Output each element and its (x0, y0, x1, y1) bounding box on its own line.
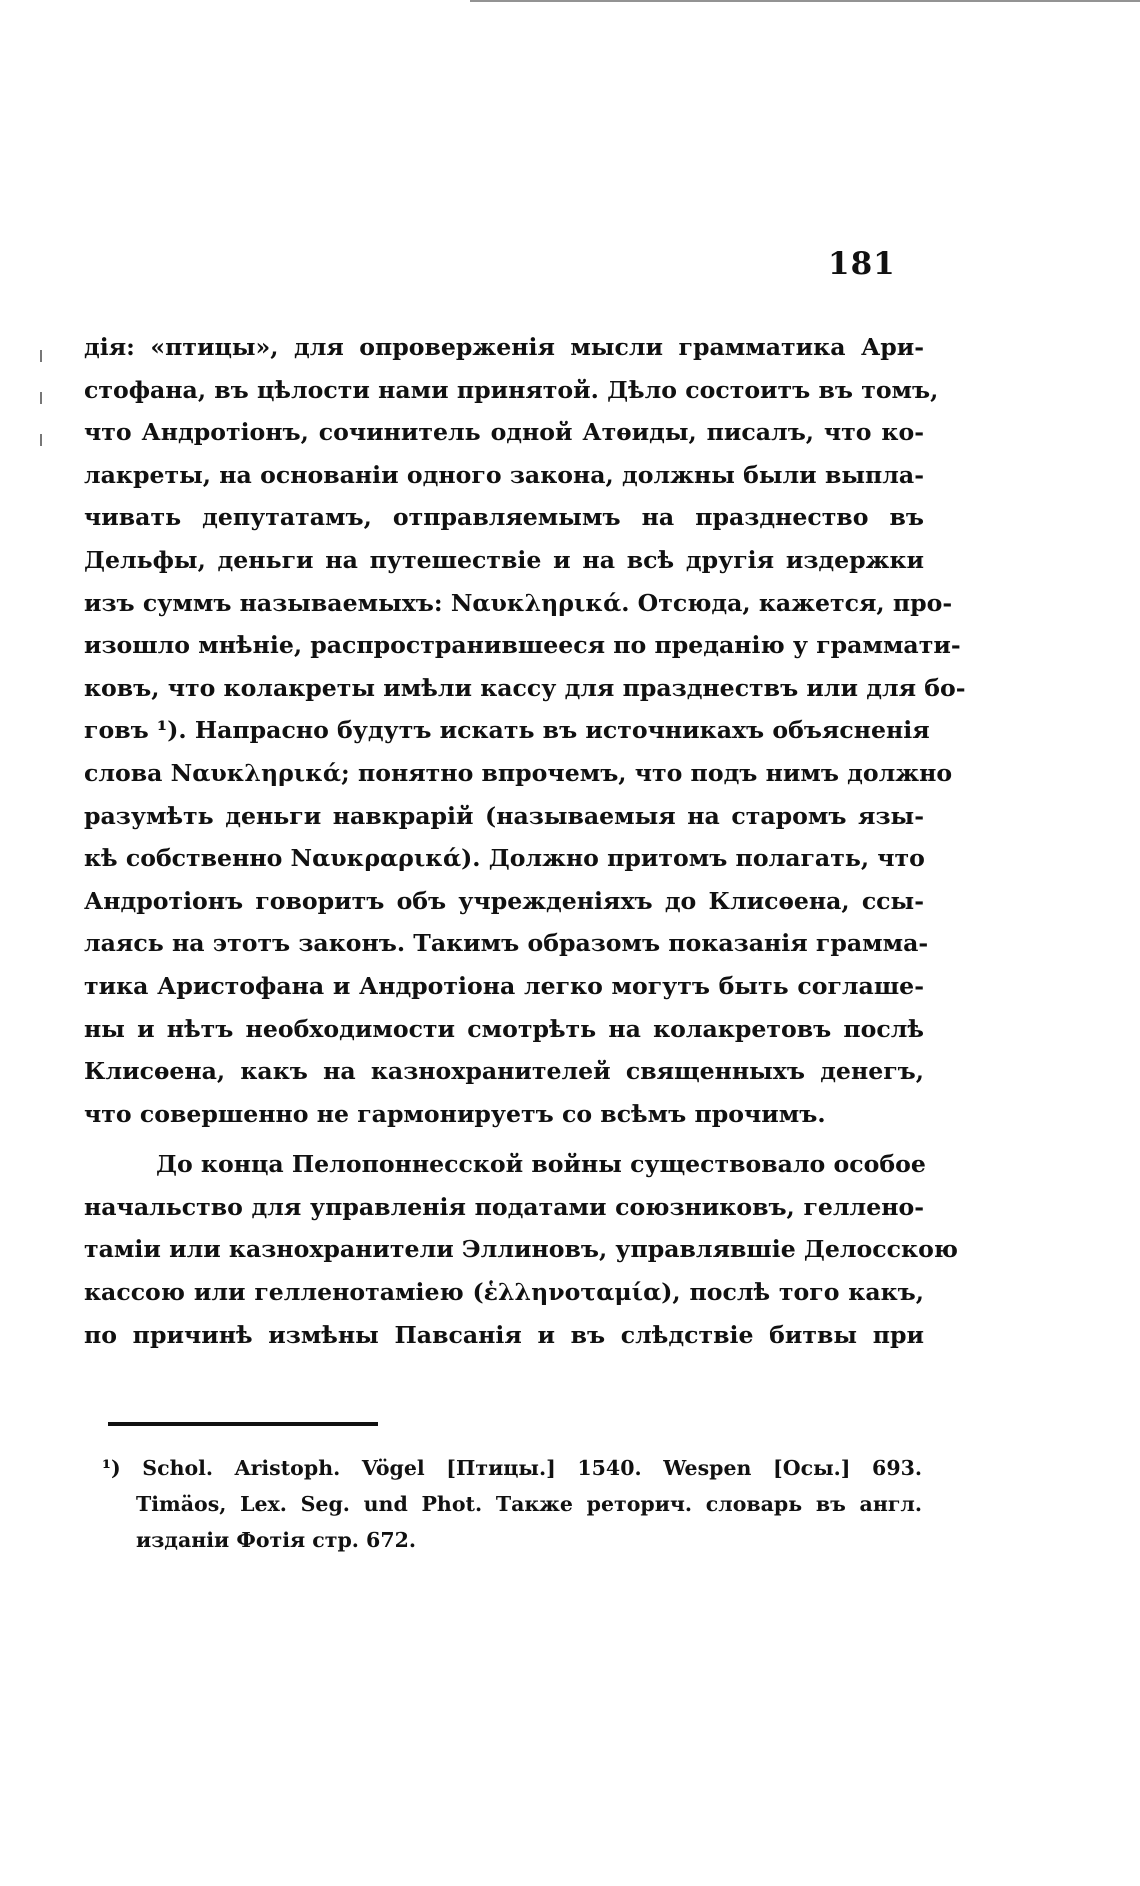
text-line: что Андротіонъ, сочинитель одной Атѳиды, писалъ, что ко- (84, 418, 924, 447)
text-line: Клисѳена, какъ на казнохранителей священныхъ денегъ, (84, 1057, 924, 1086)
footnote-line: изданіи Фотія стр. 672. (136, 1528, 416, 1552)
text-line: лакреты, на основаніи одного закона, должны были выпла- (84, 460, 924, 489)
text-line: изошло мнѣніе, распространившееся по преданію у граммати- (84, 631, 961, 660)
text-line: чивать депутатамъ, отправляемымъ на празднество въ (84, 503, 924, 532)
text-line: лаясь на этотъ законъ. Такимъ образомъ показанія грамма- (84, 929, 929, 958)
footnote-separator (108, 1422, 378, 1426)
text-line: дія: «птицы», для опроверженія мысли грамматика Ари- (84, 333, 924, 361)
footnote-line: Timäos, Lex. Seg. und Phot. Также реторич. словарь въ англ. (136, 1492, 922, 1516)
text-line: стофана, въ цѣлости нами принятой. Дѣло состоитъ въ томъ, (84, 375, 939, 404)
footnotes (102, 1450, 922, 1558)
text-line: До конца Пелопоннесской войны существовало особое (156, 1150, 926, 1179)
text-line: Андротіонъ говоритъ объ учрежденіяхъ до Клисѳена, ссы- (84, 886, 924, 915)
text-line: слова Ναυκληρικά; понятно впрочемъ, что подъ нимъ должно (84, 758, 953, 787)
text-line: таміи или казнохранители Эллиновъ, управлявшіе Делосскою (84, 1235, 958, 1264)
text-line: ны и нѣтъ необходимости смотрѣть на колакретовъ послѣ (84, 1014, 924, 1043)
text-line: начальство для управленія податами союзниковъ, гелленo- (84, 1192, 924, 1221)
text-line: по причинѣ измѣны Павсанія и въ слѣдствіе битвы при (84, 1320, 924, 1349)
text-line: Дельфы, деньги на путешествіе и на всѣ другія издержки (84, 545, 924, 574)
text-line: изъ суммъ называемыхъ: Ναυκληρικά. Отсюда, кажется, про- (84, 588, 953, 617)
text-line: ковъ, что колакреты имѣли кассу для празднествъ или для бо- (84, 673, 966, 702)
main-text (84, 326, 966, 1356)
margin-mark (40, 350, 42, 362)
margin-mark (40, 392, 42, 404)
text-line: разумѣть деньги навкрарій (называемыя на старомъ язы- (84, 801, 924, 830)
text-line: кассою или гелленотаміею (ἑλληνοταμία), послѣ того какъ, (84, 1278, 924, 1307)
paragraph-gap (84, 1135, 924, 1143)
text-line: тика Аристофана и Андротіона легко могутъ быть соглаше- (84, 971, 924, 1000)
margin-mark (40, 434, 42, 446)
top-edge-rule (470, 0, 1140, 12)
text-line: кѣ собственно Ναυκραρικά). Должно притомъ полагать, что (84, 844, 925, 873)
text-line: говъ ¹). Напрасно будутъ искать въ источникахъ объясненія (84, 716, 930, 745)
text-line: что совершенно не гармонируетъ со всѣмъ прочимъ. (84, 1099, 826, 1128)
page-number: 181 (828, 246, 896, 282)
footnote-line: ¹) Schol. Aristoph. Vögel [Птицы.] 1540. Wespen [Осы.] 693. (102, 1456, 922, 1480)
